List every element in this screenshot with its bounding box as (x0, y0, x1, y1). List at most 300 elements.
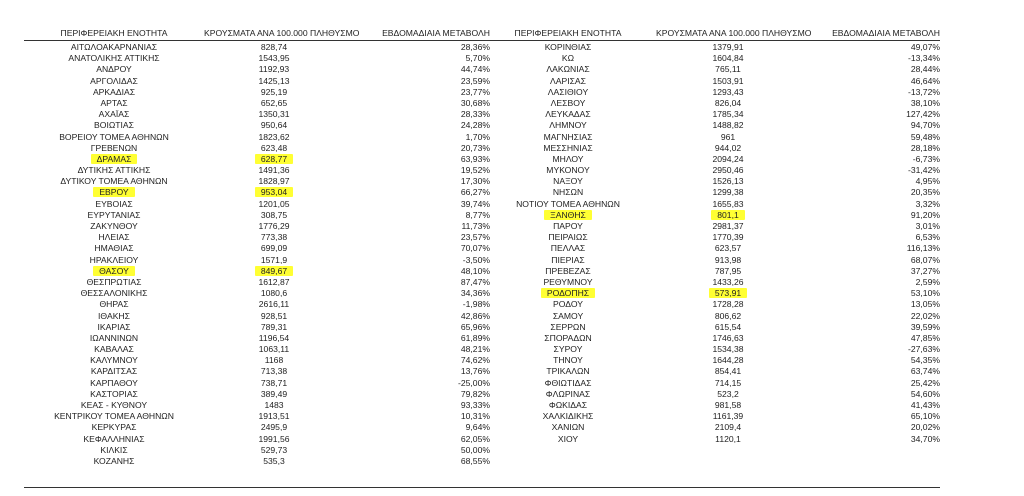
cases-cell (204, 165, 344, 176)
region-cell (24, 232, 204, 243)
cases-cell (656, 109, 800, 120)
change-cell-text: 48,10% (460, 265, 490, 276)
region-cell-text: ΙΘΑΚΗΣ (98, 310, 130, 321)
table-row (480, 311, 940, 322)
region-cell (480, 53, 656, 64)
change-cell (800, 311, 940, 322)
cases-cell (656, 187, 800, 198)
table-row (24, 322, 494, 333)
cases-cell-text: 1201,05 (258, 198, 290, 209)
cases-cell (656, 221, 800, 232)
region-cell (24, 322, 204, 333)
change-cell-text: 11,73% (461, 221, 490, 231)
region-cell-text: ΝΗΣΩΝ (552, 187, 584, 198)
cases-cell (204, 154, 344, 165)
region-cell (24, 311, 204, 322)
cases-cell-text: 928,51 (260, 310, 288, 321)
cases-cell-text: 1770,39 (712, 232, 744, 243)
cases-cell (204, 76, 344, 87)
cases-cell (204, 277, 344, 288)
region-cell-text: ΙΚΑΡΙΑΣ (97, 321, 131, 332)
change-cell (800, 53, 940, 64)
table-row (24, 288, 494, 299)
region-cell-text: ΗΜΑΘΙΑΣ (94, 243, 134, 254)
header-region: ΠΕΡΙΦΕΡΕΙΑΚΗ ΕΝΟΤΗΤΑ (60, 28, 168, 38)
cases-cell-text: 826,04 (714, 97, 742, 108)
table-row (480, 232, 940, 243)
change-cell-text: 44,74% (460, 64, 490, 75)
region-cell-text: ΣΑΜΟΥ (552, 310, 584, 321)
table-row (480, 299, 940, 310)
left-table (24, 28, 494, 467)
cases-cell-text: 1080,6 (260, 288, 288, 299)
cases-cell (656, 355, 800, 366)
cases-cell-text: 523,2 (717, 388, 739, 399)
region-cell-text: ΠΙΕΡΙΑΣ (551, 254, 585, 265)
cases-cell (656, 366, 800, 377)
table-row (24, 355, 494, 366)
region-cell (480, 344, 656, 355)
cases-cell-text: 1991,56 (258, 433, 290, 444)
region-cell (24, 355, 204, 366)
cases-cell (656, 53, 800, 64)
change-cell-text: 28,18% (910, 142, 940, 153)
cases-cell (204, 355, 344, 366)
cases-cell (656, 87, 800, 98)
change-cell-text: 30,68% (460, 97, 490, 108)
region-cell (24, 210, 204, 221)
change-cell (344, 277, 490, 288)
table-row (24, 143, 494, 154)
cases-cell-text: 535,3 (263, 455, 285, 466)
table-row (24, 344, 494, 355)
table-row (24, 255, 494, 266)
region-cell (480, 366, 656, 377)
cases-cell (204, 255, 344, 266)
cases-cell-text: 1823,62 (258, 131, 290, 142)
cases-cell (656, 232, 800, 243)
cases-cell-text: 2109,4 (714, 422, 742, 433)
change-cell-text: 3,01% (915, 221, 940, 231)
table-row (24, 422, 494, 433)
cases-cell (204, 366, 344, 377)
change-cell (800, 132, 940, 143)
cases-cell-text: 787,95 (714, 265, 742, 276)
region-cell-text: ΘΗΡΑΣ (99, 299, 129, 310)
region-cell-text: ΑΡΤΑΣ (100, 97, 128, 108)
table-row (480, 98, 940, 109)
region-cell (480, 311, 656, 322)
region-cell (24, 221, 204, 232)
cases-cell-text: 1483 (264, 400, 284, 410)
cases-cell-text: 913,98 (714, 254, 742, 265)
cases-cell-text: 1293,43 (712, 86, 744, 97)
change-cell (800, 243, 940, 254)
cases-cell-text: 713,38 (260, 366, 288, 377)
change-cell-text: 38,10% (910, 97, 940, 108)
header-region: ΠΕΡΙΦΕΡΕΙΑΚΗ ΕΝΟΤΗΤΑ (514, 28, 622, 38)
cases-cell-text: 1571,9 (260, 254, 288, 265)
table-row (480, 277, 940, 288)
change-cell-text: -13,72% (907, 86, 940, 97)
region-cell (480, 355, 656, 366)
region-cell-text: ΣΥΡΟΥ (553, 344, 583, 355)
cases-cell-text: 849,67 (255, 266, 293, 276)
table-row (24, 87, 494, 98)
region-cell-text: ΘΕΣΠΡΩΤΙΑΣ (86, 276, 142, 287)
region-cell (480, 98, 656, 109)
table-row (480, 243, 940, 254)
region-cell-text: ΛΑΚΩΝΙΑΣ (546, 64, 590, 75)
change-cell (800, 98, 940, 109)
change-cell (344, 355, 490, 366)
change-cell (344, 445, 490, 456)
cases-cell (204, 288, 344, 299)
region-cell (24, 266, 204, 277)
change-cell-text: 93,33% (460, 400, 490, 410)
region-cell-text: ΚΑΡΠΑΘΟΥ (90, 377, 138, 388)
region-cell-text: ΙΩΑΝΝΙΝΩΝ (89, 332, 139, 343)
table-row (480, 322, 940, 333)
region-cell-text: ΧΙΟΥ (557, 433, 579, 444)
change-cell (344, 411, 490, 422)
cases-cell-text: 1168 (264, 355, 284, 366)
change-cell (800, 255, 940, 266)
change-cell (800, 411, 940, 422)
table-row (24, 445, 494, 456)
cases-cell (204, 445, 344, 456)
change-cell-text: 20,73% (460, 142, 490, 153)
change-cell-text: 28,33% (460, 109, 490, 120)
region-cell (24, 87, 204, 98)
region-cell (480, 221, 656, 232)
change-cell (800, 187, 940, 198)
change-cell-text: 17,30% (460, 176, 490, 187)
region-cell-text: ΜΑΓΝΗΣΙΑΣ (543, 131, 593, 142)
region-cell-text: ΤΗΝΟΥ (553, 355, 583, 366)
table-row (24, 221, 494, 232)
region-cell (480, 42, 656, 53)
right-table (480, 28, 940, 445)
change-cell (800, 322, 940, 333)
change-cell (344, 232, 490, 243)
change-cell-text: 2,59% (915, 276, 940, 287)
cases-cell-text: 308,75 (260, 209, 288, 220)
change-cell-text: 49,07% (910, 42, 940, 52)
cases-cell-text: 828,74 (260, 42, 288, 52)
change-cell-text: 74,62% (460, 355, 490, 366)
change-cell (800, 366, 940, 377)
change-cell (800, 154, 940, 165)
region-cell-text: ΦΛΩΡΙΝΑΣ (545, 388, 591, 399)
change-cell (800, 109, 940, 120)
header-change: ΕΒΔΟΜΑΔΙΑΙΑ ΜΕΤΑΒΟΛΗ (382, 28, 490, 38)
cases-cell (204, 199, 344, 210)
cases-cell (656, 288, 800, 299)
region-cell-text: ΛΑΡΙΣΑΣ (550, 75, 586, 86)
region-cell-text: ΦΩΚΙΔΑΣ (548, 400, 588, 410)
cases-cell (656, 98, 800, 109)
region-cell-text: ΦΘΙΩΤΙΔΑΣ (544, 377, 592, 388)
region-cell (480, 277, 656, 288)
cases-cell (204, 389, 344, 400)
cases-cell-text: 801,1 (711, 210, 745, 220)
cases-cell (656, 389, 800, 400)
cases-cell (656, 411, 800, 422)
region-cell (480, 210, 656, 221)
region-cell-text: ΠΑΡΟΥ (553, 221, 583, 231)
cases-cell-text: 1503,91 (712, 75, 744, 86)
region-cell (24, 422, 204, 433)
cases-cell-text: 1828,97 (258, 176, 290, 187)
cases-cell-text: 2950,46 (712, 165, 744, 176)
cases-cell (204, 64, 344, 75)
region-cell (480, 165, 656, 176)
change-cell-text: 20,02% (910, 422, 940, 433)
cases-cell (204, 456, 344, 467)
table-row (24, 232, 494, 243)
change-cell (344, 400, 490, 411)
cases-cell (656, 277, 800, 288)
table-row (480, 266, 940, 277)
cases-cell (656, 322, 800, 333)
change-cell (800, 176, 940, 187)
change-cell (800, 87, 940, 98)
region-cell-text: ΔΡΑΜΑΣ (91, 154, 138, 164)
change-cell (800, 277, 940, 288)
cases-cell (656, 422, 800, 433)
region-cell-text: ΣΠΟΡΑΔΩΝ (544, 332, 592, 343)
change-cell (800, 389, 940, 400)
change-cell (344, 266, 490, 277)
change-cell (344, 299, 490, 310)
table-row (480, 120, 940, 131)
change-cell-text: 59,48% (910, 131, 940, 142)
region-cell-text: ΜΗΛΟΥ (552, 153, 584, 164)
change-cell-text: 116,13% (906, 243, 940, 254)
cases-cell (656, 64, 800, 75)
cases-cell (656, 165, 800, 176)
change-cell (344, 311, 490, 322)
change-cell (800, 400, 940, 411)
region-cell-text: ΓΡΕΒΕΝΩΝ (90, 142, 138, 153)
region-cell-text: ΛΑΣΙΘΙΟΥ (547, 86, 589, 97)
region-cell (24, 132, 204, 143)
cases-cell-text: 2981,37 (712, 221, 744, 231)
table-row (480, 333, 940, 344)
change-cell-text: 39,74% (460, 198, 490, 209)
region-cell-text: ΝΑΞΟΥ (553, 176, 583, 187)
region-cell (24, 187, 204, 198)
region-cell-text: ΝΟΤΙΟΥ ΤΟΜΕΑ ΑΘΗΝΩΝ (516, 198, 620, 209)
table-row (24, 154, 494, 165)
region-cell (480, 132, 656, 143)
cases-cell (204, 210, 344, 221)
table-row (480, 42, 940, 53)
cases-cell-text: 1063,11 (258, 344, 290, 355)
region-cell-text: ΚΙΛΚΙΣ (100, 444, 128, 455)
table-row (480, 400, 940, 411)
change-cell (800, 299, 940, 310)
cases-cell (656, 434, 800, 445)
change-cell-text: 42,86% (460, 310, 490, 321)
region-cell (24, 64, 204, 75)
table-row (480, 434, 940, 445)
table-row (480, 255, 940, 266)
region-cell (24, 76, 204, 87)
change-cell-text: 50,00% (460, 444, 490, 455)
region-cell (480, 333, 656, 344)
region-cell-text: ΛΗΜΝΟΥ (549, 120, 587, 131)
region-cell (24, 98, 204, 109)
table-row (480, 176, 940, 187)
region-cell (24, 176, 204, 187)
region-cell (24, 154, 204, 165)
cases-cell-text: 950,64 (260, 120, 288, 131)
table-row (480, 87, 940, 98)
change-cell-text: 65,10% (910, 411, 940, 422)
change-cell (344, 87, 490, 98)
change-cell (344, 109, 490, 120)
cases-cell (204, 344, 344, 355)
change-cell (800, 355, 940, 366)
table-row (480, 344, 940, 355)
region-cell-text: ΘΑΣΟΥ (93, 266, 135, 276)
change-cell (344, 456, 490, 467)
region-cell-text: ΑΙΤΩΛΟΑΚΑΡΝΑΝΙΑΣ (70, 42, 158, 52)
region-cell (24, 378, 204, 389)
table-row (480, 132, 940, 143)
change-cell (344, 187, 490, 198)
bottom-rule (24, 487, 940, 488)
change-cell (800, 76, 940, 87)
table-row (24, 456, 494, 467)
table-row (24, 378, 494, 389)
cases-cell-text: 738,71 (260, 377, 288, 388)
change-cell-text: 63,93% (460, 153, 490, 164)
change-cell-text: 94,70% (910, 120, 940, 131)
region-cell-text: ΑΝΔΡΟΥ (96, 64, 132, 75)
cases-cell-text: 1644,28 (712, 355, 744, 366)
cases-cell-text: 389,49 (260, 388, 288, 399)
change-cell-text: 13,76% (460, 366, 490, 377)
region-cell (24, 199, 204, 210)
cases-cell-text: 2495,9 (260, 422, 288, 433)
region-cell (480, 266, 656, 277)
table-row (480, 221, 940, 232)
cases-cell (204, 143, 344, 154)
cases-cell (204, 311, 344, 322)
change-cell (344, 76, 490, 87)
region-cell-text: ΣΕΡΡΩΝ (550, 321, 586, 332)
cases-cell-text: 773,38 (260, 232, 288, 243)
cases-cell (204, 176, 344, 187)
table-row (480, 143, 940, 154)
table-row (480, 355, 940, 366)
change-cell (344, 389, 490, 400)
table-row (24, 266, 494, 277)
region-cell (480, 120, 656, 131)
region-cell-text: ΕΒΡΟΥ (93, 187, 134, 197)
cases-cell (656, 210, 800, 221)
change-cell-text: 13,05% (910, 299, 940, 310)
region-cell (480, 389, 656, 400)
region-cell-text: ΚΕΦΑΛΛΗΝΙΑΣ (83, 433, 145, 444)
cases-cell-text: 623,48 (260, 142, 288, 153)
region-cell-text: ΧΑΛΚΙΔΙΚΗΣ (542, 411, 594, 422)
change-cell-text: 23,59% (460, 75, 490, 86)
change-cell (800, 199, 940, 210)
region-cell-text: ΑΡΓΟΛΙΔΑΣ (90, 75, 138, 86)
table-row (480, 288, 940, 299)
change-cell-text: 28,36% (460, 42, 490, 52)
change-cell (344, 199, 490, 210)
cases-cell-text: 2616,11 (258, 299, 290, 310)
table-row (480, 76, 940, 87)
region-cell (24, 344, 204, 355)
change-cell-text: 39,59% (910, 321, 940, 332)
change-cell-text: 24,28% (460, 120, 490, 131)
change-cell (800, 333, 940, 344)
region-cell (24, 277, 204, 288)
change-cell (800, 288, 940, 299)
change-cell-text: 87,47% (460, 276, 490, 287)
cases-cell-text: 765,11 (715, 64, 741, 75)
change-cell (800, 210, 940, 221)
region-cell-text: ΛΕΣΒΟΥ (550, 97, 586, 108)
region-cell (480, 187, 656, 198)
cases-cell (204, 299, 344, 310)
change-cell-text: 9,64% (465, 422, 490, 433)
cases-cell-text: 615,54 (714, 321, 742, 332)
table-row (480, 154, 940, 165)
cases-cell-text: 1299,38 (712, 187, 744, 198)
change-cell (344, 378, 490, 389)
change-cell-text: 54,35% (910, 355, 940, 366)
cases-cell (204, 120, 344, 131)
left-table-header (24, 28, 494, 41)
table-row (24, 333, 494, 344)
change-cell-text: -25,00% (457, 377, 490, 388)
change-cell-text: 23,57% (460, 232, 490, 243)
change-cell-text: -1,98% (462, 299, 490, 310)
table-row (24, 299, 494, 310)
region-cell-text: ΡΟΔΟΥ (553, 299, 583, 310)
cases-cell (656, 132, 800, 143)
change-cell-text: 68,55% (460, 455, 490, 466)
region-cell (480, 400, 656, 411)
table-row (480, 378, 940, 389)
change-cell (800, 378, 940, 389)
change-cell-text: 22,02% (910, 310, 940, 321)
change-cell (344, 176, 490, 187)
table-row (480, 64, 940, 75)
cases-cell (204, 221, 344, 232)
change-cell-text: 63,74% (910, 366, 940, 377)
region-cell (24, 299, 204, 310)
cases-cell-text: 1746,63 (712, 332, 744, 343)
region-cell-text: ΚΑΡΔΙΤΣΑΣ (90, 366, 138, 377)
change-cell (344, 98, 490, 109)
region-cell-text: ΒΟΡΕΙΟΥ ΤΟΜΕΑ ΑΘΗΝΩΝ (59, 131, 169, 142)
change-cell (800, 422, 940, 433)
region-cell-text: ΗΛΕΙΑΣ (98, 232, 130, 243)
change-cell-text: 34,70% (910, 433, 940, 444)
cases-cell-text: 699,09 (260, 243, 288, 254)
change-cell-text: 54,60% (910, 388, 940, 399)
cases-cell (656, 120, 800, 131)
cases-cell (204, 422, 344, 433)
